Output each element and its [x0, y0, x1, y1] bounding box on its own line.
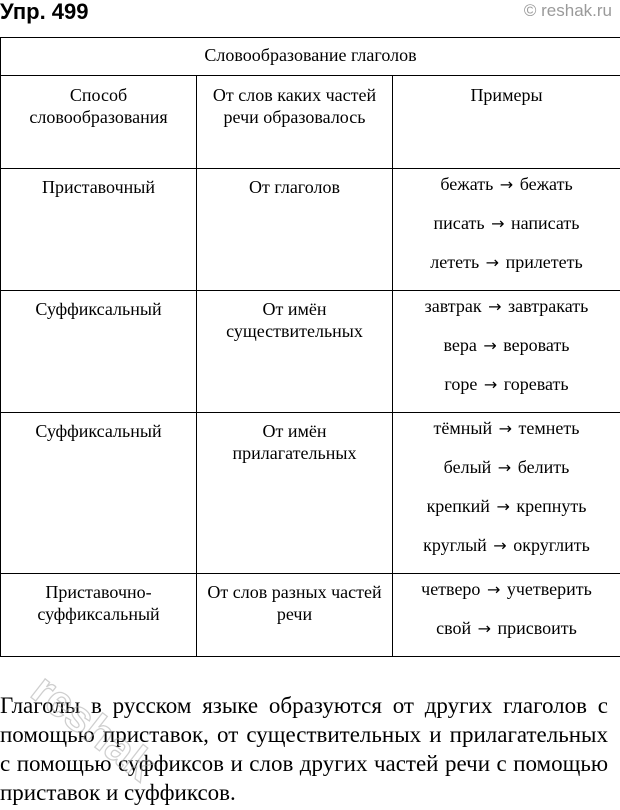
- arrow-right-icon: →: [491, 536, 508, 555]
- arrow-right-icon: →: [476, 619, 493, 638]
- derived-word: бежать: [520, 174, 573, 194]
- source-word: четверо: [421, 579, 480, 599]
- arrow-right-icon: →: [489, 214, 506, 233]
- derived-word: присвоить: [498, 618, 577, 638]
- examples-cell: [393, 291, 620, 413]
- source-part-of-speech: От слов разных частей речи: [197, 574, 393, 657]
- source-word: вера: [443, 335, 476, 355]
- example-pair: [397, 212, 616, 251]
- example-pair: [397, 251, 616, 290]
- example-pair: [397, 495, 616, 534]
- column-header-examples: Примеры: [393, 76, 620, 169]
- arrow-right-icon: →: [486, 297, 503, 316]
- example-pair: [397, 456, 616, 495]
- column-header-method: Способ словообразования: [1, 76, 197, 169]
- source-word: писать: [434, 213, 485, 233]
- arrow-right-icon: →: [497, 419, 514, 438]
- example-pair: [397, 334, 616, 373]
- derived-word: написать: [511, 213, 579, 233]
- source-word: белый: [444, 457, 492, 477]
- formation-method: Суффиксальный: [1, 291, 197, 413]
- derived-word: завтракать: [508, 296, 588, 316]
- example-pair: [397, 617, 616, 656]
- examples-cell: [393, 413, 620, 574]
- formation-method: Приставочно-суффиксальный: [1, 574, 197, 657]
- table-row: [1, 169, 620, 291]
- arrow-right-icon: →: [494, 497, 511, 516]
- derived-word: веровать: [503, 335, 569, 355]
- derived-word: прилететь: [506, 252, 583, 272]
- source-word: крепкий: [427, 496, 490, 516]
- derived-word: белить: [518, 457, 570, 477]
- table-row: [1, 574, 620, 657]
- source-word: горе: [444, 374, 477, 394]
- example-pair: [397, 295, 616, 334]
- derived-word: темнеть: [519, 418, 580, 438]
- source-part-of-speech: От имён существительных: [197, 291, 393, 413]
- table-title: Словообразование глаголов: [1, 38, 620, 76]
- source-word: свой: [436, 618, 471, 638]
- derived-word: горевать: [504, 374, 569, 394]
- source-word: лететь: [430, 252, 479, 272]
- arrow-right-icon: →: [498, 175, 515, 194]
- examples-cell: [393, 169, 620, 291]
- source-word: круглый: [423, 535, 487, 555]
- source-word: бежать: [440, 174, 493, 194]
- site-credit[interactable]: © reshak.ru: [524, 1, 612, 21]
- examples-cell: [393, 574, 620, 657]
- answer-text: Глаголы в русском языке образуются от других глаголов с помощью приставок, от существительных и прилагательных с помощью суффиксов и слов других частей речи с помощью приставок и суффиксов.: [0, 691, 608, 807]
- word-formation-table: [0, 37, 620, 657]
- derived-word: округлить: [513, 535, 590, 555]
- column-header-source: От слов каких частей речи образовалось: [197, 76, 393, 169]
- derived-word: крепнуть: [516, 496, 586, 516]
- page-header: [0, 0, 620, 30]
- formation-method: Суффиксальный: [1, 413, 197, 574]
- arrow-right-icon: →: [485, 580, 502, 599]
- derived-word: учетверить: [507, 579, 592, 599]
- source-part-of-speech: От имён прилагательных: [197, 413, 393, 574]
- arrow-right-icon: →: [484, 253, 501, 272]
- example-pair: [397, 578, 616, 617]
- source-word: тёмный: [434, 418, 493, 438]
- example-pair: [397, 417, 616, 456]
- table-row: [1, 413, 620, 574]
- example-pair: [397, 534, 616, 573]
- source-word: завтрак: [425, 296, 482, 316]
- example-pair: [397, 373, 616, 412]
- table-row: [1, 291, 620, 413]
- svg-text:reshak: reshak: [22, 665, 164, 791]
- source-part-of-speech: От глаголов: [197, 169, 393, 291]
- arrow-right-icon: →: [482, 375, 499, 394]
- arrow-right-icon: →: [496, 458, 513, 477]
- arrow-right-icon: →: [481, 336, 498, 355]
- example-pair: [397, 173, 616, 212]
- formation-method: Приставочный: [1, 169, 197, 291]
- exercise-title: Упр. 499: [0, 1, 89, 23]
